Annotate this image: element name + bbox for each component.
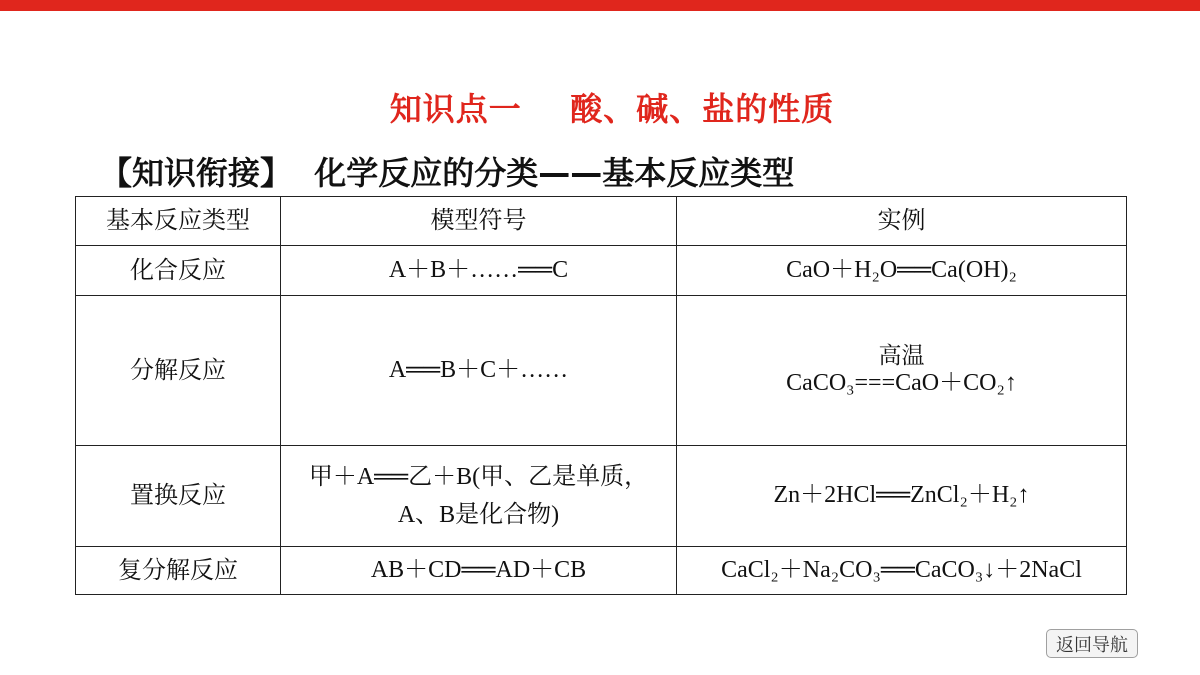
type-cell: 化合反应 (76, 246, 281, 296)
example-cell: CaO＋H₂O══Ca(OH)₂ (677, 246, 1127, 296)
title-name: 酸、碱、盐的性质 (570, 90, 835, 128)
top-accent-bar (0, 0, 1200, 11)
model-line: A、B是化合物) (397, 502, 560, 528)
model-cell: A══B＋C＋…… (281, 296, 677, 446)
subtitle-bracket: 【知识衔接】 (100, 154, 293, 192)
example-cell: CaCl₂＋Na₂CO₃══CaCO₃↓＋2NaCl (677, 547, 1127, 595)
model-cell: A＋B＋……══C (281, 246, 677, 296)
table-row (76, 446, 1127, 547)
example-equation: CaCO₃===CaO＋CO₂↑ (786, 369, 1017, 396)
table-row (76, 296, 1127, 446)
model-cell (281, 446, 677, 547)
section-subtitle (100, 148, 794, 194)
type-cell: 置换反应 (76, 446, 281, 547)
reaction-condition: 高温 (878, 343, 925, 370)
back-to-navigation-button[interactable]: 返回导航 (1046, 629, 1138, 658)
header-cell-type: 基本反应类型 (76, 197, 281, 246)
example-cell: Zn＋2HCl══ZnCl₂＋H₂↑ (677, 446, 1127, 547)
type-cell: 复分解反应 (76, 547, 281, 595)
model-line: 甲＋A══乙＋B(甲、乙是单质， (308, 463, 649, 490)
subtitle-text: 化学反应的分类——基本反应类型 (314, 154, 795, 192)
model-cell: AB＋CD══AD＋CB (281, 547, 677, 595)
table-header-row (76, 197, 1127, 246)
table-row (76, 547, 1127, 595)
header-cell-example: 实例 (677, 197, 1127, 246)
example-cell (677, 296, 1127, 446)
title-topic: 知识点一 (389, 90, 522, 128)
type-cell: 分解反应 (76, 296, 281, 446)
table-row (76, 246, 1127, 296)
page-title (0, 84, 1200, 130)
header-cell-model: 模型符号 (281, 197, 677, 246)
reaction-types-table (75, 196, 1127, 595)
